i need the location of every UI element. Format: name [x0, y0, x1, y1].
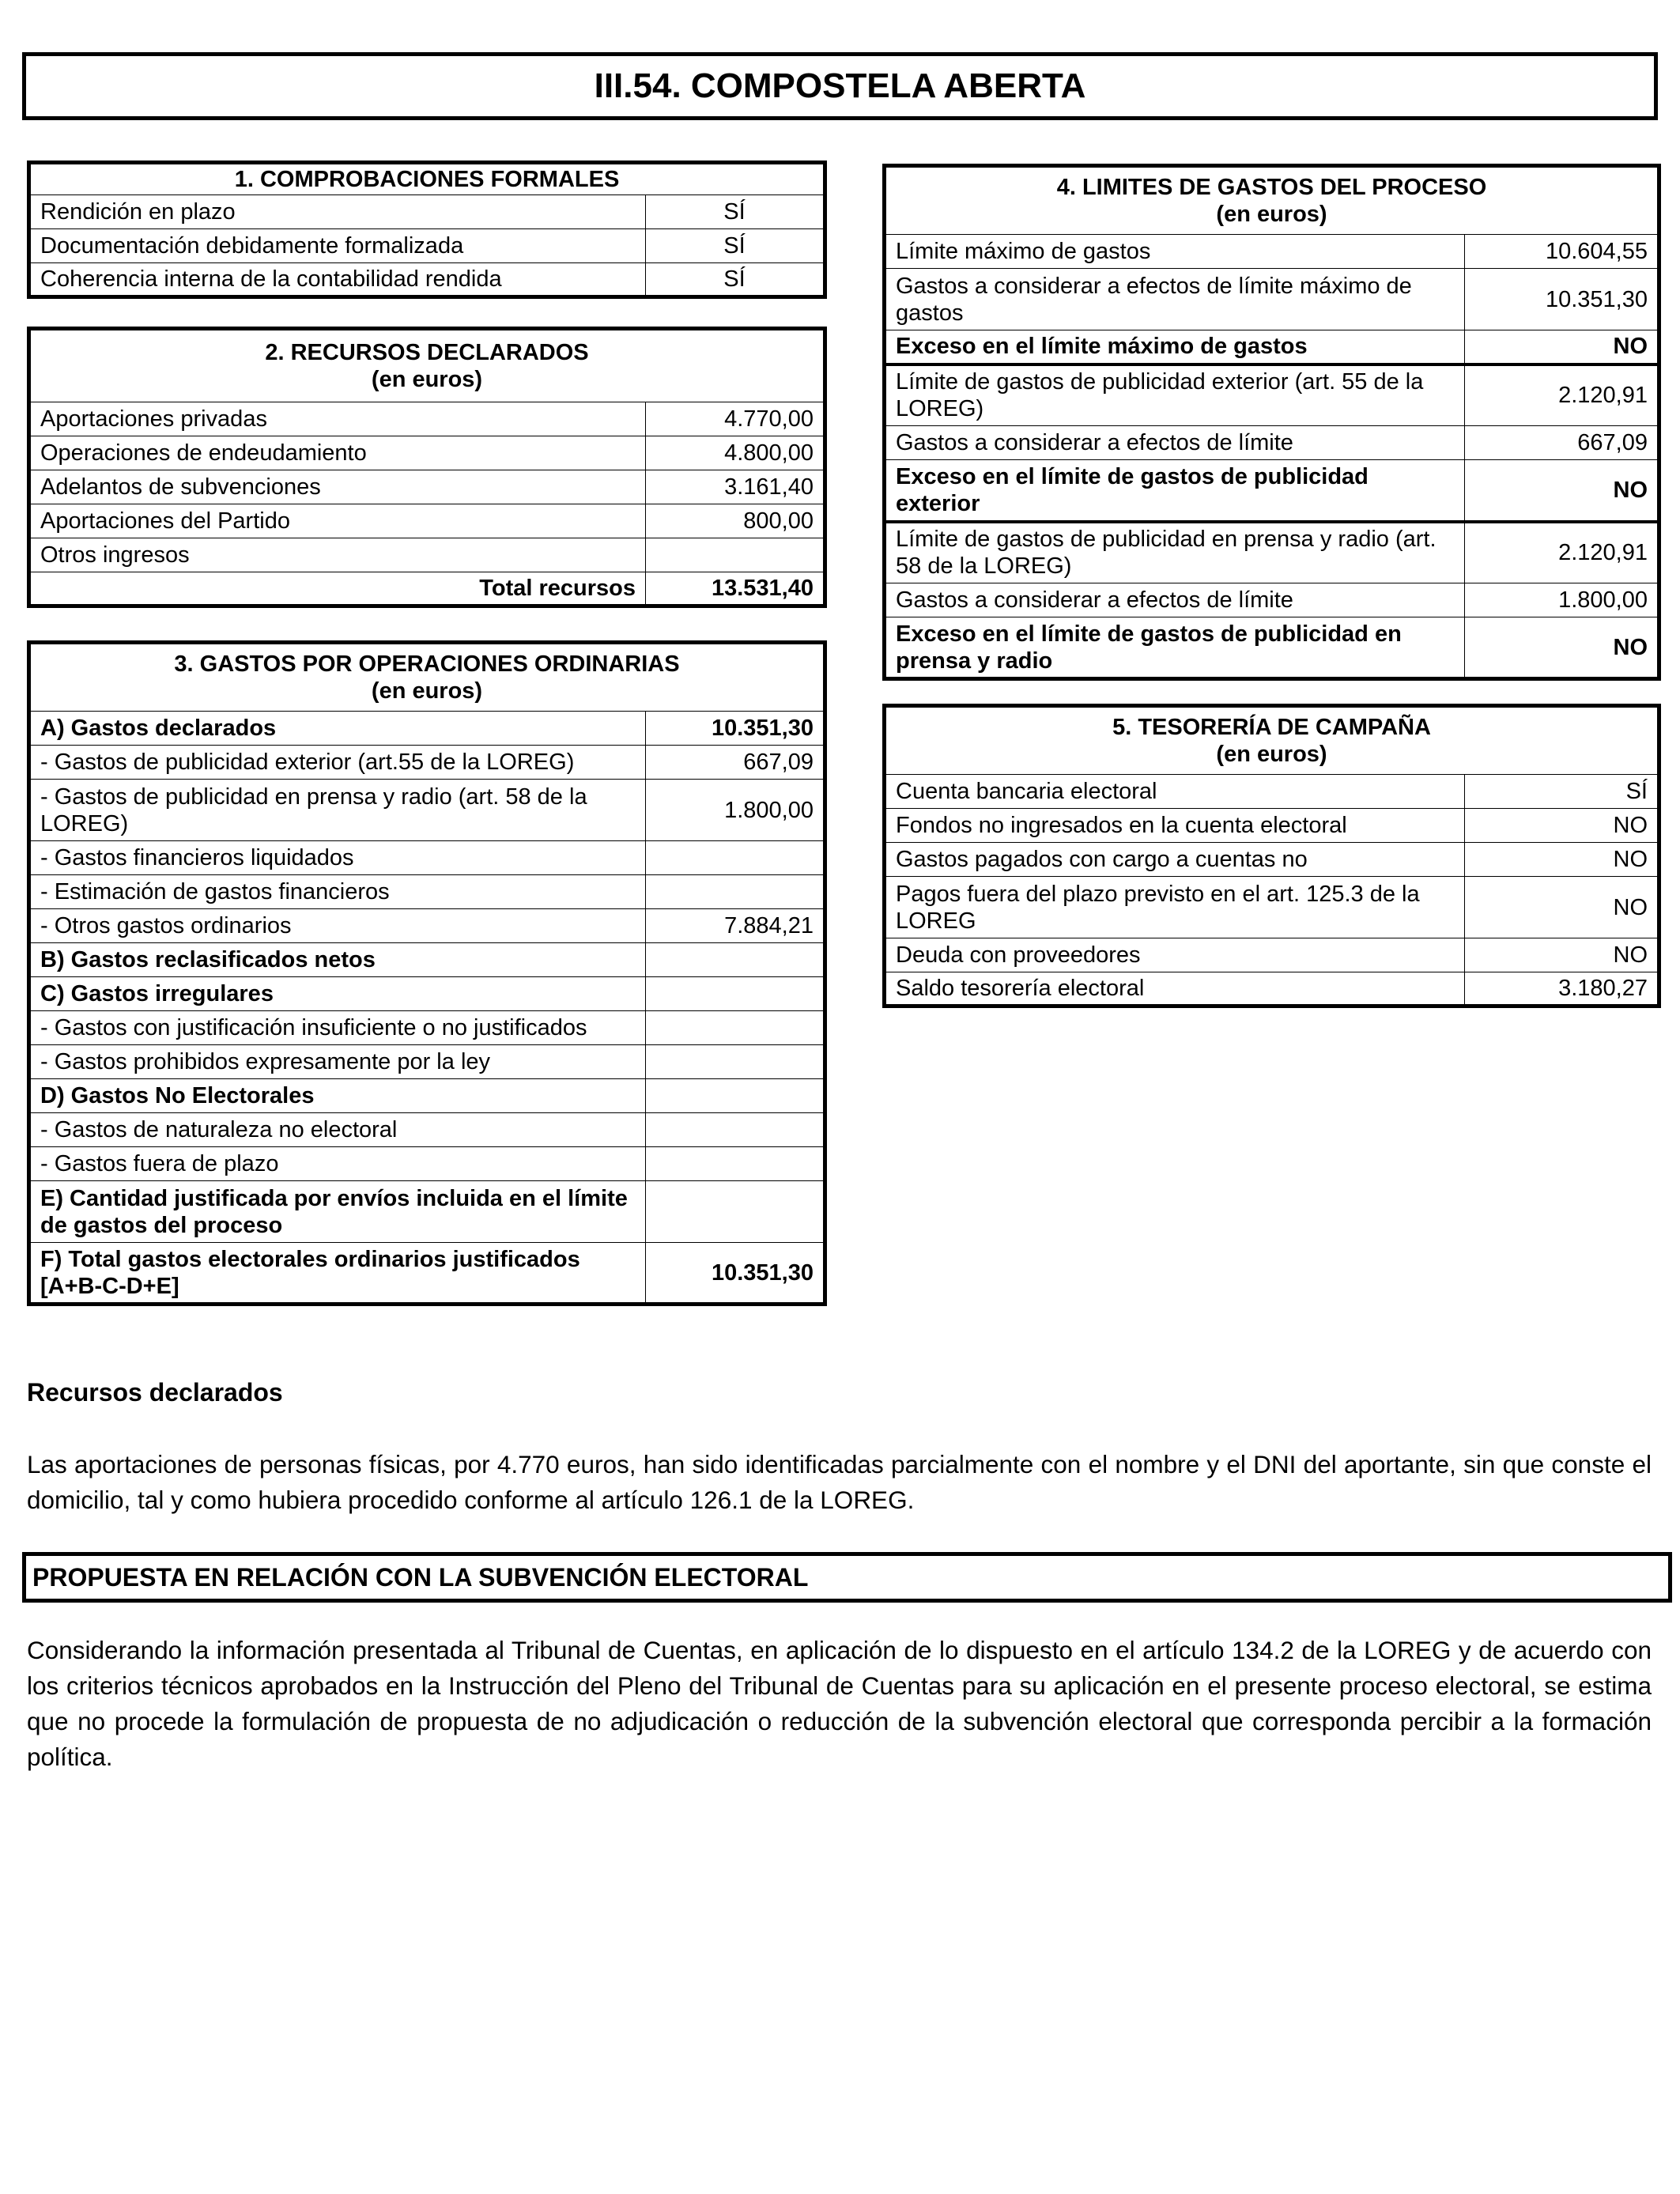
row-label: Fondos no ingresados en la cuenta electoral: [885, 809, 1465, 843]
propuesta-heading: PROPUESTA EN RELACIÓN CON LA SUBVENCIÓN ELECTORAL: [22, 1552, 1672, 1603]
table-row: [29, 943, 825, 977]
row-value: 7.884,21: [646, 909, 825, 943]
limites-gastos-table: [882, 164, 1661, 681]
table-row: [29, 841, 825, 875]
section-subtitle: (en euros): [1216, 742, 1327, 767]
table-row: [29, 1181, 825, 1243]
table-row: [885, 877, 1659, 938]
row-value: SÍ: [646, 229, 825, 263]
table-row: [885, 617, 1659, 679]
row-label: - Gastos de naturaleza no electoral: [29, 1113, 646, 1147]
row-label: - Gastos prohibidos expresamente por la ley: [29, 1045, 646, 1079]
table-row: [29, 504, 825, 538]
row-label: F) Total gastos electorales ordinarios justificados [A+B-C-D+E]: [29, 1243, 646, 1305]
section-title: 2. RECURSOS DECLARADOS: [265, 340, 589, 365]
row-label: Deuda con proveedores: [885, 938, 1465, 972]
row-value: [646, 538, 825, 572]
row-value: 10.351,30: [1465, 269, 1659, 330]
section-header: [885, 706, 1659, 775]
table-row: [29, 1079, 825, 1113]
row-value: 800,00: [646, 504, 825, 538]
row-value: 4.770,00: [646, 402, 825, 436]
row-value: 1.800,00: [1465, 583, 1659, 617]
row-value: [646, 977, 825, 1011]
table-row: [29, 195, 825, 229]
row-label: Gastos pagados con cargo a cuentas no: [885, 843, 1465, 877]
row-value: NO: [1465, 938, 1659, 972]
row-label: - Gastos de publicidad exterior (art.55 de la LOREG): [29, 746, 646, 780]
row-value: 2.120,91: [1465, 522, 1659, 583]
row-value: SÍ: [1465, 775, 1659, 809]
row-value: 10.604,55: [1465, 235, 1659, 269]
row-value: SÍ: [646, 263, 825, 297]
row-value: 10.351,30: [646, 712, 825, 746]
table-row: [29, 1045, 825, 1079]
row-label: Gastos a considerar a efectos de límite: [885, 426, 1465, 460]
row-label: Pagos fuera del plazo previsto en el art. 125.3 de la LOREG: [885, 877, 1465, 938]
row-value: [646, 943, 825, 977]
table-row: [29, 780, 825, 841]
row-label: Aportaciones del Partido: [29, 504, 646, 538]
section-title: 4. LIMITES DE GASTOS DEL PROCESO: [1056, 175, 1487, 200]
table-row: [29, 746, 825, 780]
section-title: 5. TESORERÍA DE CAMPAÑA: [1112, 715, 1431, 740]
table-row: [29, 977, 825, 1011]
gastos-ordinarios-table: [27, 640, 827, 1306]
row-label: Límite máximo de gastos: [885, 235, 1465, 269]
recursos-declarados-table: [27, 327, 827, 608]
table-row: [885, 235, 1659, 269]
row-value: NO: [1465, 809, 1659, 843]
row-label: A) Gastos declarados: [29, 712, 646, 746]
table-row: [885, 364, 1659, 426]
table-row: [29, 712, 825, 746]
table-row: [29, 538, 825, 572]
row-label: C) Gastos irregulares: [29, 977, 646, 1011]
row-value: [646, 1079, 825, 1113]
table-row: [885, 522, 1659, 583]
table-row: [29, 229, 825, 263]
table-row: [29, 875, 825, 909]
row-label: - Gastos con justificación insuficiente o no justificados: [29, 1011, 646, 1045]
row-value: [646, 1011, 825, 1045]
section-header: [29, 329, 825, 402]
row-label: Exceso en el límite de gastos de publicidad en prensa y radio: [885, 617, 1465, 679]
row-label: Gastos a considerar a efectos de límite máximo de gastos: [885, 269, 1465, 330]
row-label: E) Cantidad justificada por envíos incluida en el límite de gastos del proceso: [29, 1181, 646, 1243]
section-header: 1. COMPROBACIONES FORMALES: [29, 163, 825, 195]
row-value: [646, 1181, 825, 1243]
section-subtitle: (en euros): [371, 678, 483, 704]
tesoreria-campana-table: [882, 704, 1661, 1008]
row-value: NO: [1465, 617, 1659, 679]
row-label: Límite de gastos de publicidad exterior (art. 55 de la LOREG): [885, 364, 1465, 426]
row-label: Exceso en el límite máximo de gastos: [885, 330, 1465, 364]
row-label: - Gastos fuera de plazo: [29, 1147, 646, 1181]
section-header: [29, 643, 825, 712]
row-value: 667,09: [1465, 426, 1659, 460]
row-label: Aportaciones privadas: [29, 402, 646, 436]
recursos-heading: Recursos declarados: [27, 1378, 283, 1407]
row-label: - Gastos de publicidad en prensa y radio (art. 58 de la LOREG): [29, 780, 646, 841]
row-value: 667,09: [646, 746, 825, 780]
total-row: [29, 572, 825, 606]
table-row: [29, 263, 825, 297]
row-value: 4.800,00: [646, 436, 825, 470]
row-label: Coherencia interna de la contabilidad rendida: [29, 263, 646, 297]
row-value: [646, 841, 825, 875]
table-row: [29, 1011, 825, 1045]
table-row: [885, 583, 1659, 617]
table-row: [29, 436, 825, 470]
table-row: [885, 843, 1659, 877]
table-row: [885, 809, 1659, 843]
row-value: [646, 875, 825, 909]
section-subtitle: (en euros): [371, 367, 483, 392]
row-label: - Gastos financieros liquidados: [29, 841, 646, 875]
propuesta-paragraph: Considerando la información presentada al Tribunal de Cuentas, en aplicación de lo dispuesto en el artículo 134.2 de la LOREG y de acuerdo con los criterios técnicos aprobados en la Instrucción del Pleno del Tribunal de Cuentas para su aplicación en el presente proceso electoral, se estima que no procede la formulación de propuesta de no adjudicación o reducción de la subvención electoral que corresponda percibir a la formación política.: [27, 1636, 1652, 1771]
row-value: NO: [1465, 460, 1659, 522]
table-row: [29, 909, 825, 943]
row-label: Saldo tesorería electoral: [885, 972, 1465, 1006]
table-row: [885, 426, 1659, 460]
table-row: [885, 269, 1659, 330]
row-value: [646, 1147, 825, 1181]
row-label: Exceso en el límite de gastos de publicidad exterior: [885, 460, 1465, 522]
total-label: Total recursos: [29, 572, 646, 606]
section-title: 3. GASTOS POR OPERACIONES ORDINARIAS: [174, 651, 680, 677]
row-value: NO: [1465, 877, 1659, 938]
table-row: [29, 402, 825, 436]
table-row: [29, 1243, 825, 1305]
row-value: 10.351,30: [646, 1243, 825, 1305]
table-row: [885, 330, 1659, 364]
row-label: D) Gastos No Electorales: [29, 1079, 646, 1113]
recursos-paragraph: Las aportaciones de personas físicas, por 4.770 euros, han sido identificadas parcialmente con el nombre y el DNI del aportante, sin que conste el domicilio, tal y como hubiera procedido conforme al artículo 126.1 de la LOREG.: [27, 1450, 1652, 1514]
row-value: 3.161,40: [646, 470, 825, 504]
row-value: 3.180,27: [1465, 972, 1659, 1006]
row-label: Otros ingresos: [29, 538, 646, 572]
table-row: [29, 1147, 825, 1181]
row-label: Gastos a considerar a efectos de límite: [885, 583, 1465, 617]
section-header: [885, 166, 1659, 235]
table-row: [885, 938, 1659, 972]
table-row: [885, 972, 1659, 1006]
row-value: NO: [1465, 843, 1659, 877]
row-value: SÍ: [646, 195, 825, 229]
row-value: 1.800,00: [646, 780, 825, 841]
row-label: - Estimación de gastos financieros: [29, 875, 646, 909]
comprobaciones-formales-table: [27, 160, 827, 299]
row-label: - Otros gastos ordinarios: [29, 909, 646, 943]
row-value: [646, 1113, 825, 1147]
row-label: B) Gastos reclasificados netos: [29, 943, 646, 977]
section-subtitle: (en euros): [1216, 202, 1327, 227]
table-row: [885, 775, 1659, 809]
table-row: [29, 1113, 825, 1147]
row-value: 2.120,91: [1465, 364, 1659, 426]
row-label: Documentación debidamente formalizada: [29, 229, 646, 263]
row-value: NO: [1465, 330, 1659, 364]
table-row: [885, 460, 1659, 522]
row-value: [646, 1045, 825, 1079]
row-label: Operaciones de endeudamiento: [29, 436, 646, 470]
row-label: Cuenta bancaria electoral: [885, 775, 1465, 809]
row-label: Rendición en plazo: [29, 195, 646, 229]
total-value: 13.531,40: [646, 572, 825, 606]
row-label: Límite de gastos de publicidad en prensa y radio (art. 58 de la LOREG): [885, 522, 1465, 583]
page-title: III.54. COMPOSTELA ABERTA: [22, 52, 1658, 120]
row-label: Adelantos de subvenciones: [29, 470, 646, 504]
table-row: [29, 470, 825, 504]
